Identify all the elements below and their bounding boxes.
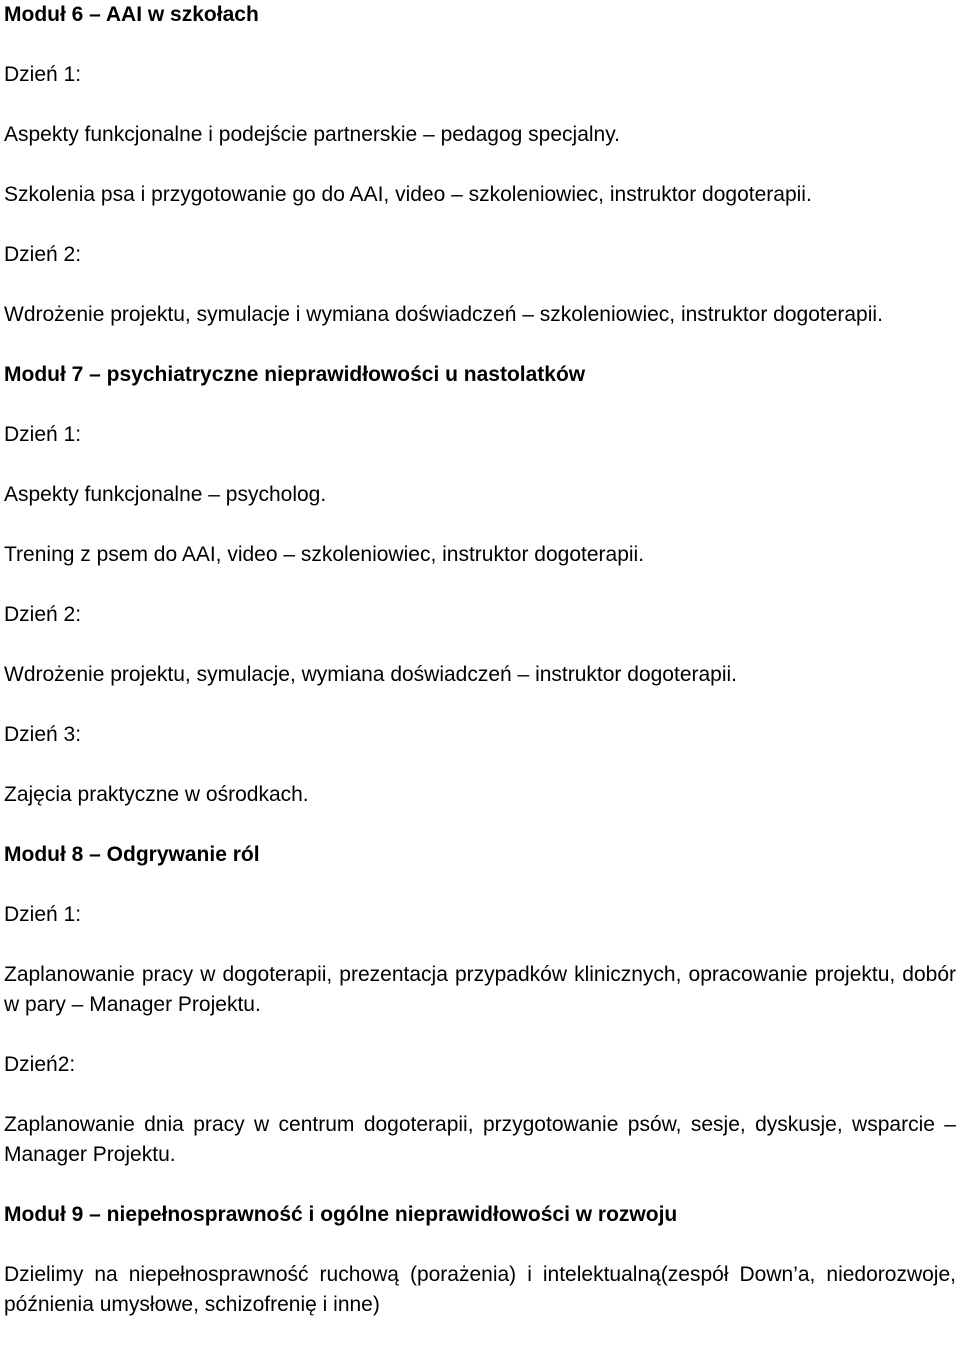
- module-8-heading: Moduł 8 – Odgrywanie ról: [4, 843, 260, 866]
- module-7-day-1-label: Dzień 1:: [4, 423, 82, 446]
- module-8-day-1-label: Dzień 1:: [4, 903, 82, 926]
- module-6-day-1-label: Dzień 1:: [4, 63, 82, 86]
- module-7-day-2-item-1: Wdrożenie projektu, symulacje, wymiana doświadczeń – instruktor dogoterapii.: [4, 663, 738, 686]
- module-6-day-1-item-2: Szkolenia psa i przygotowanie go do AAI, video – szkoleniowiec, instruktor dogoterapii.: [4, 183, 812, 206]
- module-8-day-2-item-1: Zaplanowanie dnia pracy w centrum dogoterapii, przygotowanie psów, sesje, dyskusje, wsparcie – Manager Projektu.: [4, 1113, 956, 1166]
- module-7-heading: Moduł 7 – psychiatryczne nieprawidłowości u nastolatków: [4, 363, 586, 386]
- module-6-day-2-item-1: Wdrożenie projektu, symulacje i wymiana doświadczeń – szkoleniowiec, instruktor dogoterapii.: [4, 303, 883, 326]
- module-7-day-3-item-1: Zajęcia praktyczne w ośrodkach.: [4, 783, 309, 806]
- module-7-day-1-item-2: Trening z psem do AAI, video – szkoleniowiec, instruktor dogoterapii.: [4, 543, 645, 566]
- module-8-day-2-label: Dzień2:: [4, 1053, 76, 1076]
- module-9-description: Dzielimy na niepełnosprawność ruchową (porażenia) i intelektualną(zespół Down’a, niedorozwoje, późnienia umysłowe, schizofrenię i inne): [4, 1263, 956, 1316]
- module-8-day-1-item-1: Zaplanowanie pracy w dogoterapii, prezentacja przypadków klinicznych, opracowanie projektu, dobór w pary – Manager Projektu.: [4, 963, 956, 1016]
- module-9-heading: Moduł 9 – niepełnosprawność i ogólne nieprawidłowości w rozwoju: [4, 1203, 678, 1226]
- module-7-day-3-label: Dzień 3:: [4, 723, 82, 746]
- document-page: [4, 0, 956, 1350]
- module-6-heading: Moduł 6 – AAI w szkołach: [4, 3, 259, 26]
- module-6-day-1-item-1: Aspekty funkcjonalne i podejście partnerskie – pedagog specjalny.: [4, 123, 620, 146]
- module-7-day-2-label: Dzień 2:: [4, 603, 82, 626]
- module-6-day-2-label: Dzień 2:: [4, 243, 82, 266]
- module-7-day-1-item-1: Aspekty funkcjonalne – psycholog.: [4, 483, 327, 506]
